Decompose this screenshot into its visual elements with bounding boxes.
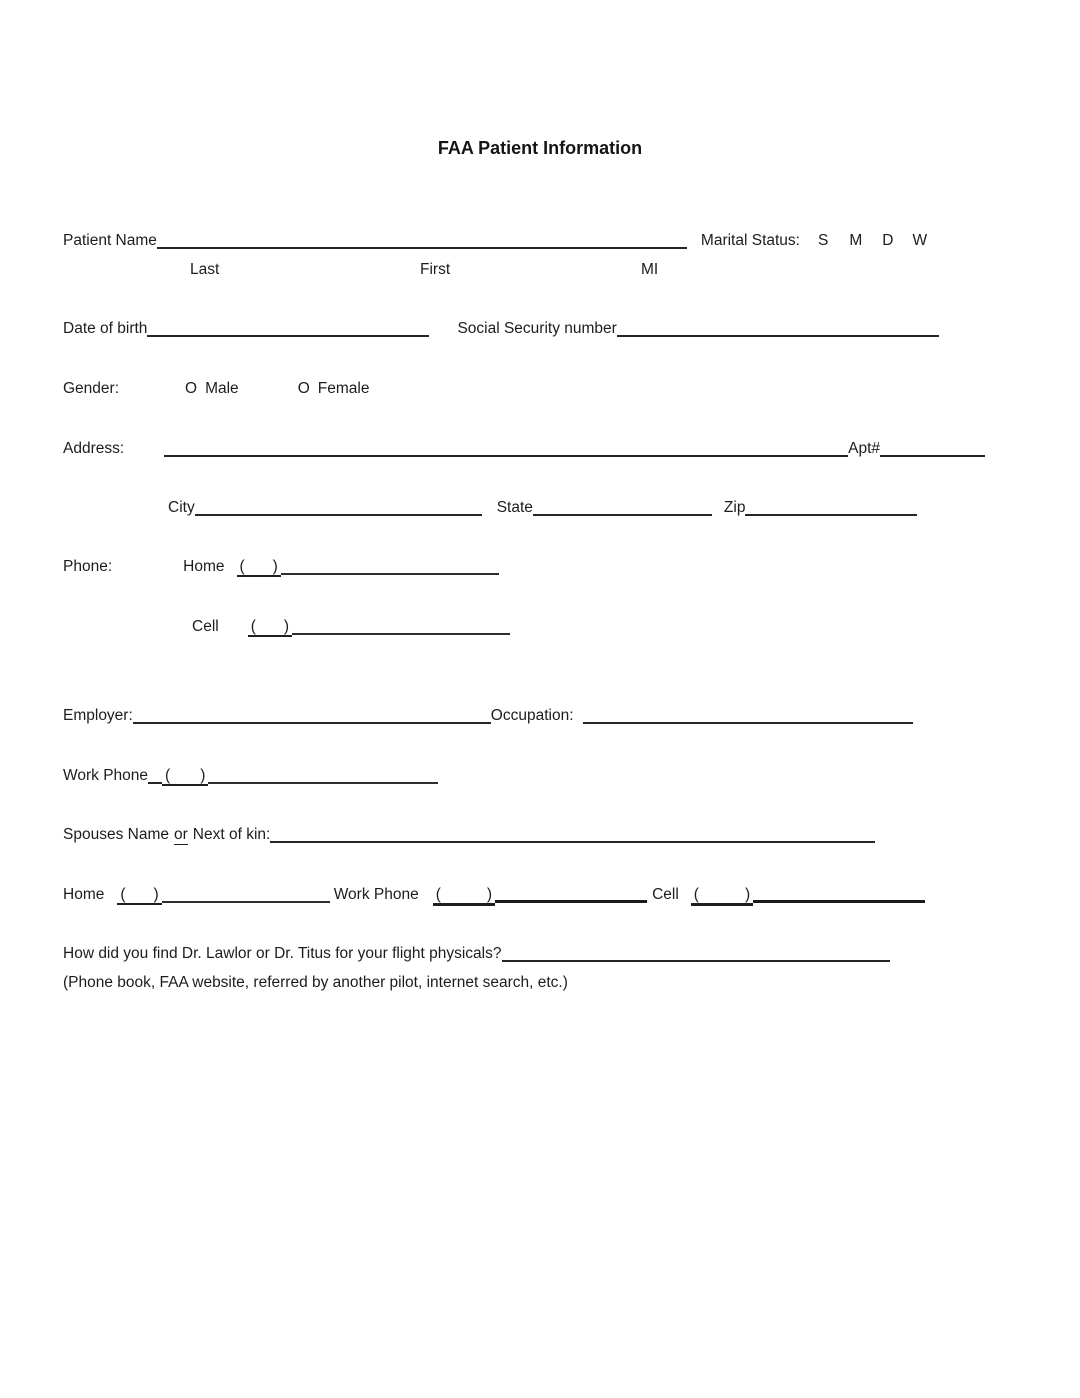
work2-line (495, 900, 647, 903)
city-label: City (168, 499, 195, 516)
phone-label: Phone: (63, 558, 113, 575)
marital-option-widowed: W (912, 232, 928, 249)
gender-option-male: Male (205, 380, 239, 397)
employer-line (133, 722, 491, 724)
work-phone-label: Work Phone (63, 767, 149, 784)
phone-home-line (281, 573, 499, 575)
work2-area-code: ( ) (433, 886, 495, 906)
cell2-area-code: ( ) (691, 886, 753, 906)
sublabel-mi: MI (641, 261, 659, 278)
female-circle-icon: O (297, 380, 310, 397)
sublabel-first: First (420, 261, 451, 278)
home2-label: Home (63, 886, 105, 903)
phone-cell-label: Cell (192, 618, 219, 635)
marital-status-label: Marital Status: (700, 232, 800, 249)
dob-label: Date of birth (63, 320, 148, 337)
work-phone-area-code: ( ) (162, 767, 208, 786)
employer-label: Employer: (63, 707, 133, 724)
gender-option-female: Female (317, 380, 370, 397)
occupation-line (583, 722, 913, 724)
patient-name-label: Patient Name (63, 232, 157, 249)
referral-question: How did you find Dr. Lawlor or Dr. Titus for your flight physicals? (63, 945, 502, 962)
gender-label: Gender: (63, 380, 120, 397)
sublabel-last: Last (190, 261, 220, 278)
male-circle-icon: O (185, 380, 198, 397)
phone-cell-row (192, 618, 510, 637)
referral-note-row (63, 974, 568, 992)
phone-cell-line (292, 633, 510, 635)
work-phone-row (63, 767, 438, 786)
patient-name-row (63, 232, 927, 250)
occupation-label: Occupation: (490, 707, 574, 724)
city-line (195, 514, 482, 516)
phone-cell-area-code: ( ) (248, 618, 292, 637)
patient-name-line (157, 247, 687, 249)
gender-row (63, 380, 369, 398)
address-line (164, 455, 848, 457)
apt-label: Apt# (848, 440, 881, 457)
work-phone-line (208, 782, 438, 784)
apt-line (880, 455, 985, 457)
marital-option-single: S (817, 232, 829, 249)
secondary-phones-row (63, 886, 925, 906)
ssn-label: Social Security number (457, 320, 617, 337)
cell2-label: Cell (652, 886, 679, 903)
spouse-row (63, 826, 875, 845)
work2-label: Work Phone (333, 886, 419, 903)
referral-question-row (63, 945, 890, 963)
ssn-line (617, 335, 939, 337)
spouse-label-suffix: Next of kin: (192, 826, 271, 843)
referral-note: (Phone book, FAA website, referred by another pilot, internet search, etc.) (63, 974, 568, 991)
spouse-line (270, 841, 875, 843)
city-state-zip-row (168, 499, 917, 517)
referral-line (502, 960, 890, 962)
state-label: State (496, 499, 533, 516)
dob-ssn-row (63, 320, 939, 338)
spouse-label-or: or (173, 826, 188, 843)
phone-home-area-code: ( ) (237, 558, 281, 577)
home2-line (162, 901, 330, 903)
zip-label: Zip (723, 499, 746, 516)
address-row (63, 440, 985, 458)
page-title: FAA Patient Information (437, 138, 643, 158)
zip-line (745, 514, 917, 516)
home2-area-code: ( ) (117, 886, 161, 905)
state-line (533, 514, 712, 516)
address-label: Address: (63, 440, 125, 457)
phone-home-label: Home (183, 558, 225, 575)
work-phone-pre-line (148, 782, 162, 784)
spouse-label-prefix: Spouses Name (63, 826, 169, 843)
cell2-line (753, 900, 925, 903)
phone-home-row (63, 558, 499, 577)
dob-line (147, 335, 429, 337)
employer-row (63, 707, 913, 725)
marital-option-married: M (849, 232, 863, 249)
marital-option-divorced: D (882, 232, 894, 249)
